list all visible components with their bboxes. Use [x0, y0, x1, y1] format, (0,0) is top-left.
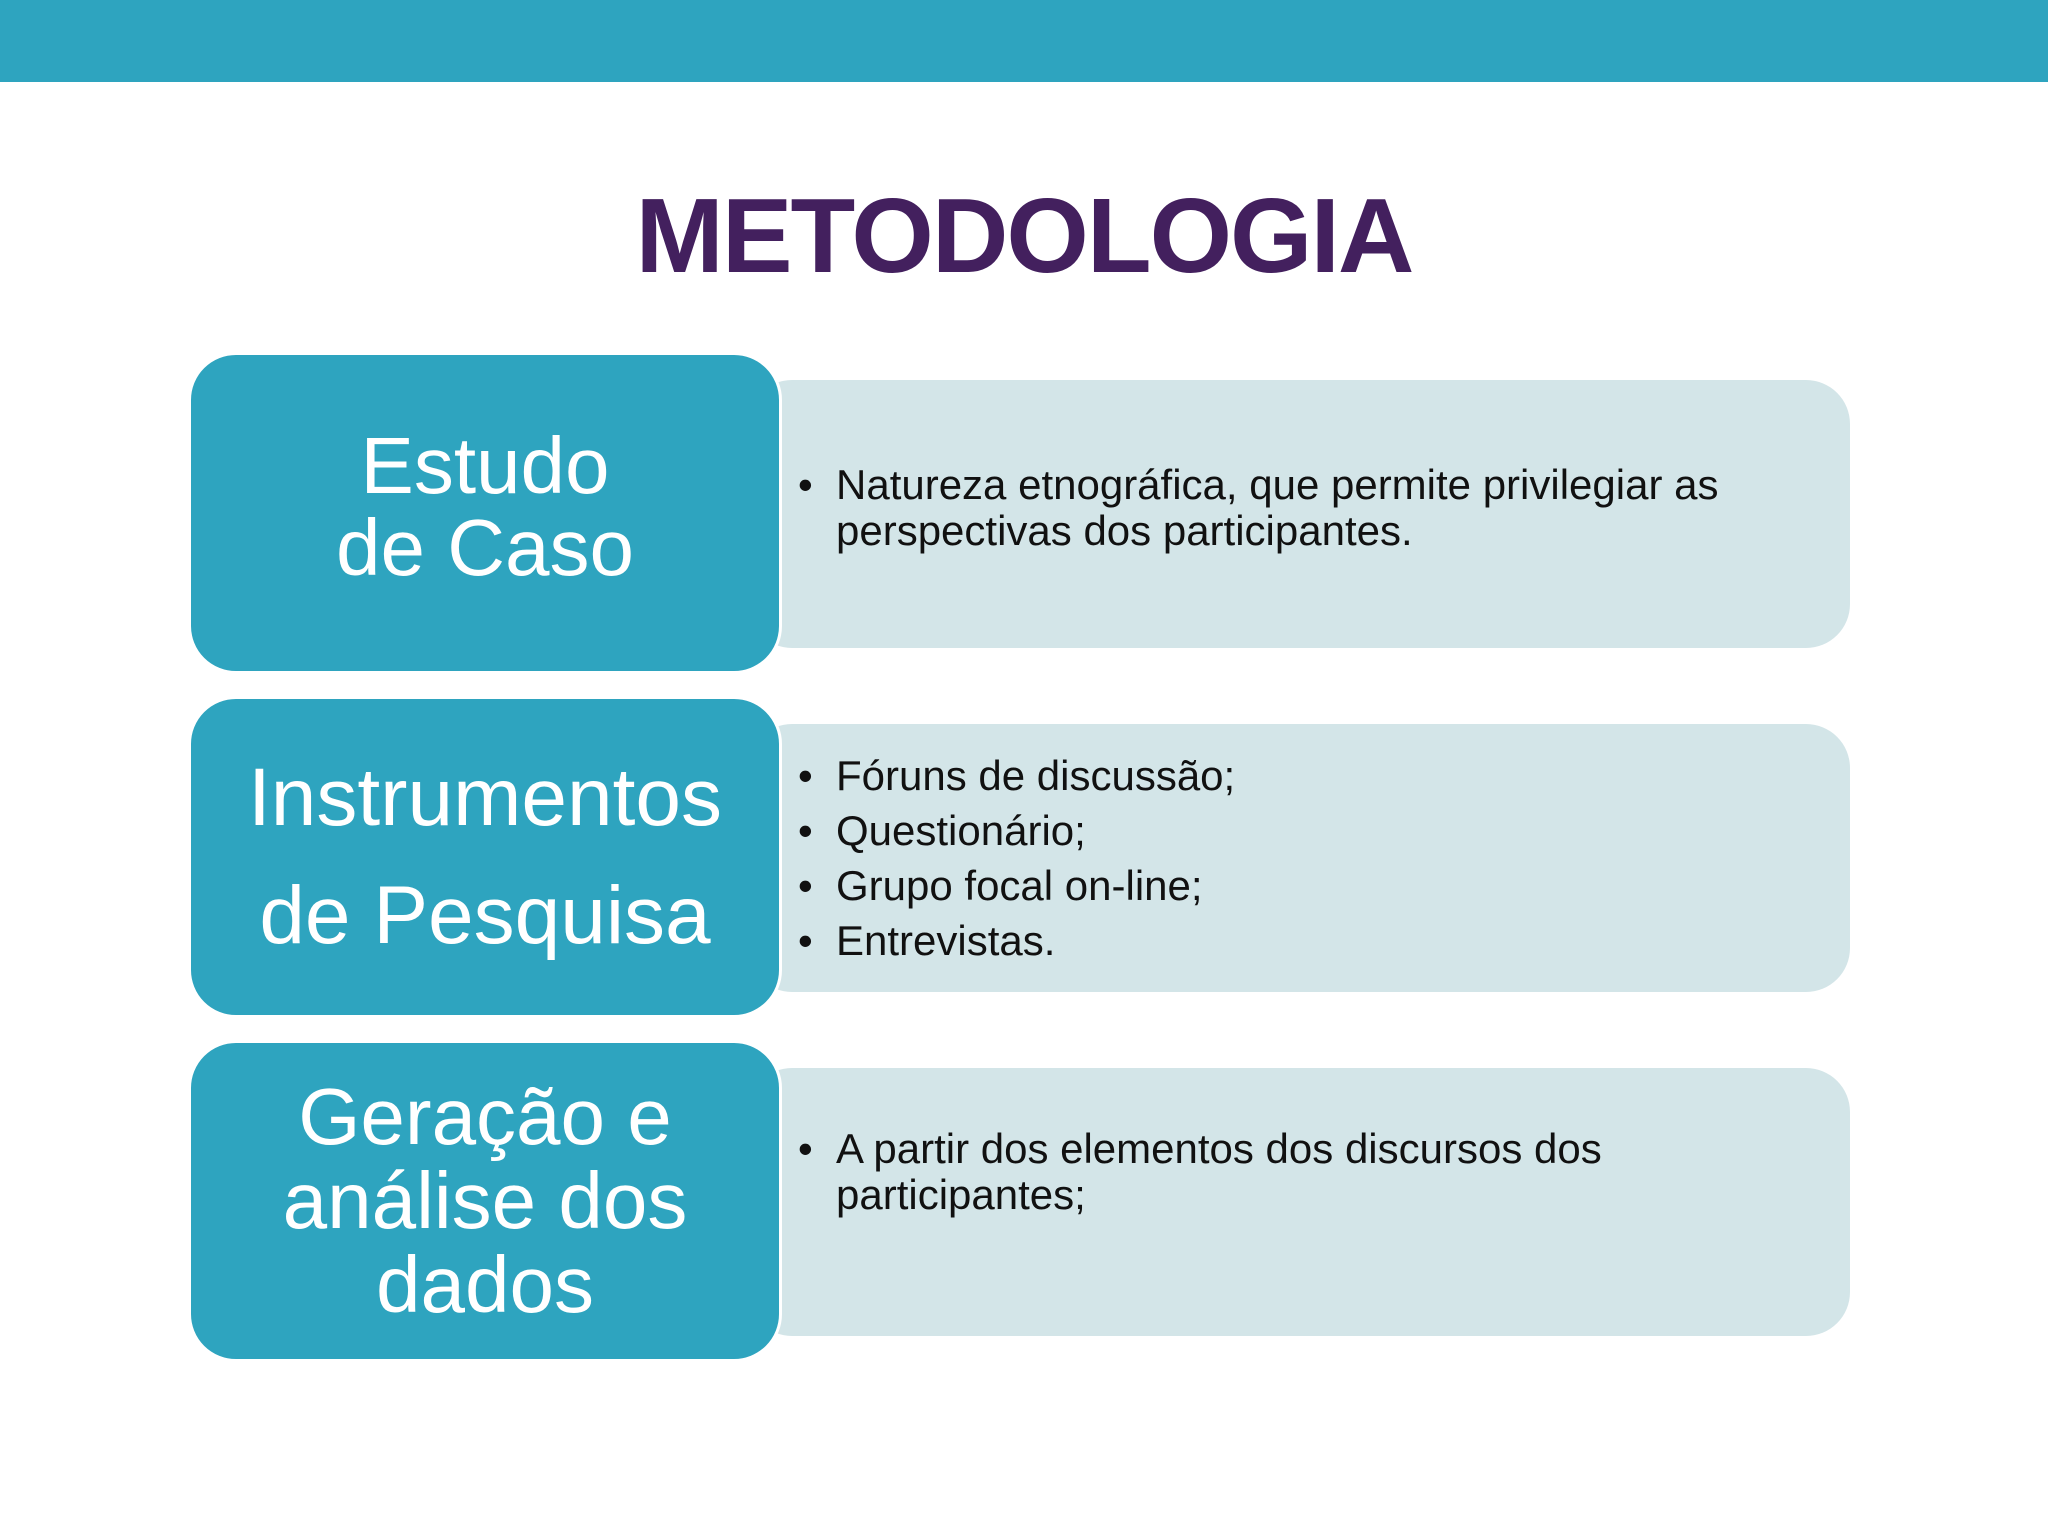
bullet-list [798, 1126, 1836, 1218]
header-label: Instrumentos de Pesquisa [248, 752, 722, 961]
header-box [188, 1040, 782, 1362]
header-label: Estudo de Caso [336, 421, 634, 592]
header-box [188, 696, 782, 1018]
slide-title: METODOLOGIA [635, 177, 1413, 295]
bullet-item: • Entrevistas. [798, 913, 1836, 968]
top-accent-bar [0, 0, 2048, 82]
bullet-item: • A partir dos elementos dos discursos dos participantes; [798, 1126, 1836, 1218]
bullet-item: • Grupo focal on-line; [798, 858, 1836, 913]
bullet-list [798, 462, 1836, 554]
bullet-item: • Natureza etnográfica, que permite privilegiar as perspectivas dos participantes. [798, 462, 1836, 554]
bullet-item: • Questionário; [798, 803, 1836, 858]
bullet-item: • Fóruns de discussão; [798, 748, 1836, 803]
header-label: Geração e análise dos dados [282, 1072, 688, 1329]
header-box [188, 352, 782, 674]
bullet-list [798, 748, 1836, 968]
